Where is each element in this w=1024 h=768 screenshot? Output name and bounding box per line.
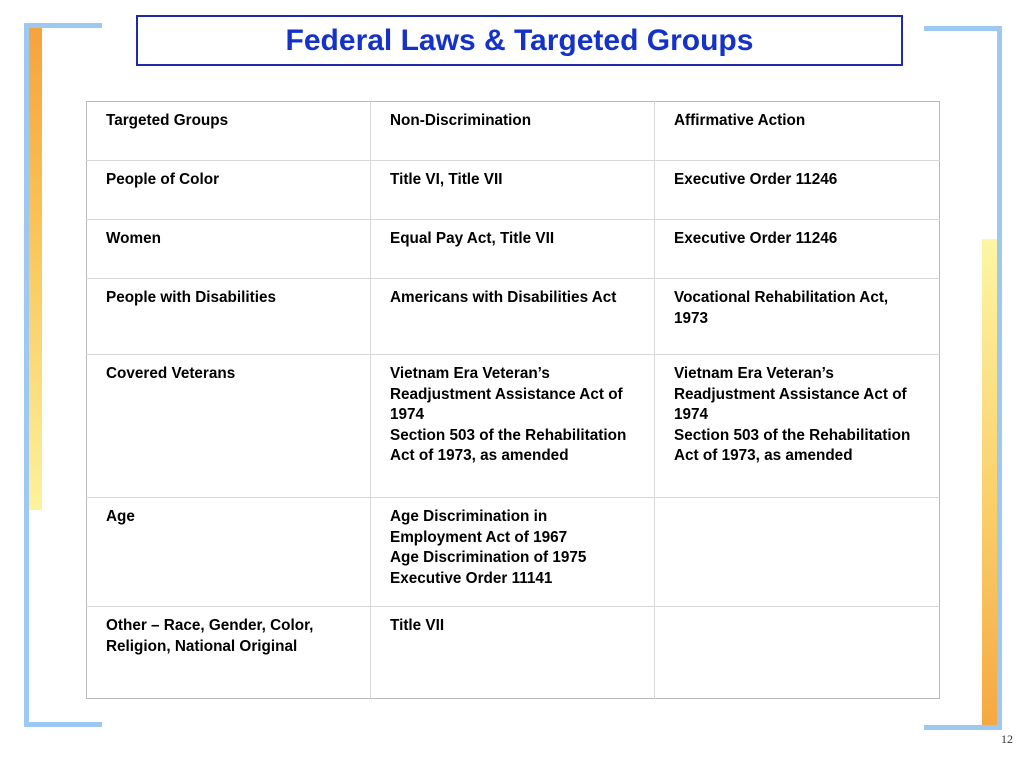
cell-targeted-group: Age [87, 498, 371, 607]
cell-non-discrimination: Americans with Disabilities Act [371, 279, 655, 355]
cell-affirmative-action: Executive Order 11246 [655, 161, 940, 220]
table-row [87, 161, 940, 220]
frame-bottom-right-horizontal [924, 725, 1002, 730]
cell-targeted-group: Other – Race, Gender, Color, Religion, National Original [87, 607, 371, 699]
cell-affirmative-action [655, 498, 940, 607]
cell-non-discrimination: Age Discrimination in Employment Act of 1967 Age Discrimination of 1975 Executive Order 11141 [371, 498, 655, 607]
header-targeted-groups: Targeted Groups [106, 112, 229, 129]
frame-right-vertical [997, 26, 1002, 730]
title-box [136, 15, 903, 66]
cell-non-discrimination: Title VI, Title VII [371, 161, 655, 220]
frame-bottom-left-horizontal [24, 722, 102, 727]
cell-affirmative-action [655, 607, 940, 699]
cell-affirmative-action: Vietnam Era Veteran’s Readjustment Assistance Act of 1974 Section 503 of the Rehabilitation Act of 1973, as amended [655, 355, 940, 498]
table-row [87, 498, 940, 607]
table-row [87, 220, 940, 279]
cell-affirmative-action: Executive Order 11246 [655, 220, 940, 279]
cell-targeted-group: People of Color [87, 161, 371, 220]
page-number: 12 [1001, 732, 1013, 746]
cell-non-discrimination: Equal Pay Act, Title VII [371, 220, 655, 279]
table-row [87, 355, 940, 498]
cell-targeted-group: People with Disabilities [87, 279, 371, 355]
cell-targeted-group: Women [87, 220, 371, 279]
cell-affirmative-action: Vocational Rehabilitation Act, 1973 [655, 279, 940, 355]
cell-non-discrimination: Title VII [371, 607, 655, 699]
cell-non-discrimination: Vietnam Era Veteran’s Readjustment Assistance Act of 1974 Section 503 of the Rehabilitation Act of 1973, as amended [371, 355, 655, 498]
right-gradient-bar [982, 239, 997, 725]
table-row [87, 607, 940, 699]
header-non-discrimination: Non-Discrimination [371, 102, 655, 161]
cell-targeted-group: Covered Veterans [87, 355, 371, 498]
slide-title: Federal Laws & Targeted Groups [285, 23, 754, 57]
federal-laws-table [86, 101, 940, 699]
left-gradient-bar [29, 28, 42, 510]
table-header-row [87, 102, 940, 161]
header-affirmative-action: Affirmative Action [655, 102, 940, 161]
table-row [87, 279, 940, 355]
frame-top-right-horizontal [924, 26, 1002, 31]
